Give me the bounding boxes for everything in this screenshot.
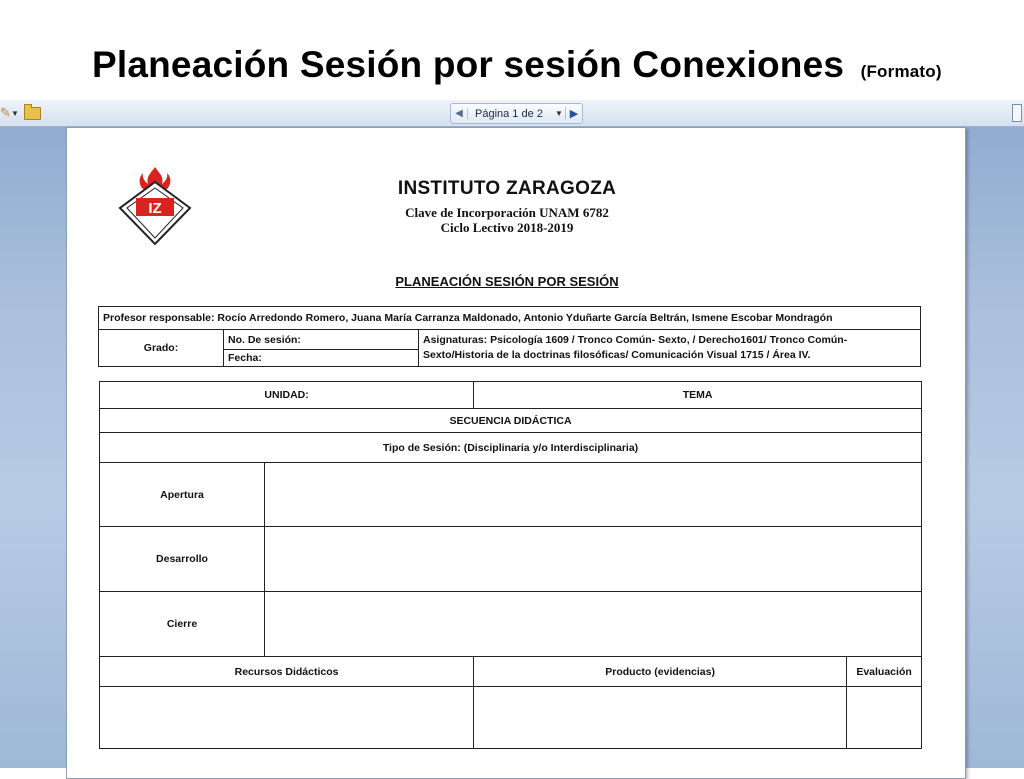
pencil-icon[interactable]: ✎: [0, 105, 11, 120]
opening-content[interactable]: [265, 463, 922, 527]
closing-content[interactable]: [265, 592, 922, 657]
dropdown-arrow-icon[interactable]: ▼: [11, 108, 19, 118]
toolbar-left-group: [0, 104, 41, 122]
evaluation-content[interactable]: [847, 687, 922, 749]
session-number-label[interactable]: No. De sesión:: [224, 330, 419, 350]
subjects-line-2: Sexto/Historia de la doctrinas filosóficas/ Comunicación Visual 1715 / Área IV.: [423, 349, 811, 361]
development-label: Desarrollo: [100, 527, 265, 592]
planning-title: PLANEACIÓN SESIÓN POR SESIÓN: [395, 274, 619, 289]
professor-cell[interactable]: Profesor responsable: Rocío Arredondo Romero, Juana María Carranza Maldonado, Antonio Yduñarte García Beltrán, Ismene Escobar Mondragón: [99, 307, 921, 330]
document-toolbar: [0, 100, 1024, 127]
topic-cell[interactable]: TEMA: [474, 382, 922, 409]
didactic-sequence-table: [99, 381, 922, 749]
next-page-icon[interactable]: ▶: [565, 107, 582, 120]
product-content[interactable]: [474, 687, 847, 749]
logo-text: IZ: [148, 200, 162, 217]
grade-label[interactable]: Grado:: [99, 330, 224, 367]
resources-content[interactable]: [100, 687, 474, 749]
resources-header: Recursos Didácticos: [100, 657, 474, 687]
subjects-cell[interactable]: [419, 330, 921, 367]
school-cycle: Ciclo Lectivo 2018-2019: [440, 220, 574, 235]
development-content[interactable]: [265, 527, 922, 592]
slide-title: [92, 44, 942, 86]
page-dropdown-icon[interactable]: ▼: [555, 109, 563, 118]
page-navigator: [450, 103, 583, 124]
prev-page-icon[interactable]: ◀: [451, 108, 468, 119]
professor-info-table: [98, 306, 921, 367]
folder-icon[interactable]: [24, 107, 41, 120]
page-indicator[interactable]: Página 1 de 2: [475, 107, 543, 120]
slide-subtitle: (Formato): [860, 62, 942, 81]
closing-label: Cierre: [100, 592, 265, 657]
session-type-cell[interactable]: Tipo de Sesión: (Disciplinaria y/o Interdisciplinaria): [100, 433, 922, 463]
unit-cell[interactable]: UNIDAD:: [100, 382, 474, 409]
product-header: Producto (evidencias): [474, 657, 847, 687]
slide-title-text: Planeación Sesión por sesión Conexiones: [92, 44, 845, 85]
document-page[interactable]: [66, 127, 966, 779]
subjects-line-1: Asignaturas: Psicología 1609 / Tronco Común- Sexto, / Derecho1601/ Tronco Común-: [423, 334, 848, 346]
opening-label: Apertura: [100, 463, 265, 527]
institute-logo: [112, 164, 198, 250]
evaluation-header: Evaluación: [847, 657, 922, 687]
view-ruler-icon[interactable]: [1012, 104, 1022, 122]
word-processor-window: [0, 100, 1024, 768]
didactic-sequence-header: SECUENCIA DIDÁCTICA: [100, 409, 922, 433]
incorporation-key: Clave de Incorporación UNAM 6782: [405, 205, 609, 220]
institution-name: INSTITUTO ZARAGOZA: [397, 178, 617, 199]
date-label[interactable]: Fecha:: [224, 350, 419, 367]
